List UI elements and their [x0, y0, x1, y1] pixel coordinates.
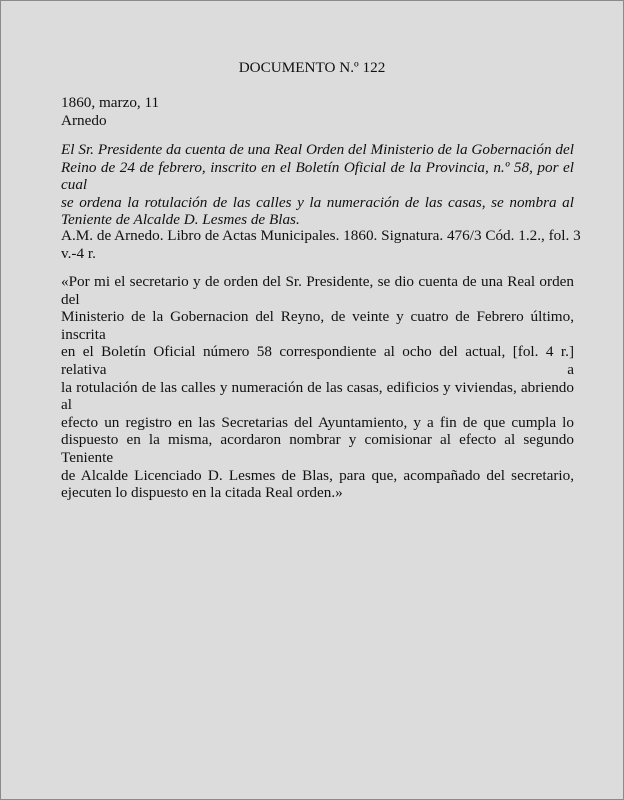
source-line: A.M. de Arnedo. Libro de Actas Municipales. 1860. Signatura. 476/3 Cód. 1.2., fol. 3 — [61, 227, 581, 244]
summary-line: Teniente de Alcalde D. Lesmes de Blas. — [61, 211, 300, 229]
summary-line: se ordena la rotulación de las calles y la numeración de las casas, se nombra al — [61, 193, 574, 211]
archival-source — [61, 227, 581, 262]
transcription-line: en el Boletín Oficial número 58 correspondiente al ocho del actual, [fol. 4 r.] relativa a — [61, 343, 574, 378]
date-place-block — [61, 94, 581, 129]
transcription-line: la rotulación de las calles y numeración de las casas, edificios y viviendas, abriendo al — [61, 378, 574, 414]
transcription-line: «Por mi el secretario y de orden del Sr. Presidente, se dio cuenta de una Real orden del — [61, 273, 574, 308]
transcription-line: ejecuten lo dispuesto en la citada Real orden.» — [61, 484, 343, 502]
source-line: v.-4 r. — [61, 244, 96, 262]
document-summary — [61, 141, 574, 229]
summary-line: El Sr. Presidente da cuenta de una Real Orden del Ministerio de la Gobernación del — [61, 141, 574, 158]
document-transcription — [61, 273, 574, 502]
transcription-line: dispuesto en la misma, acordaron nombrar y comisionar al efecto al segundo Teniente — [61, 431, 574, 466]
transcription-line: Ministerio de la Gobernacion del Reyno, de veinte y cuatro de Febrero último, inscrita — [61, 308, 574, 343]
document-place: Arnedo — [61, 111, 107, 129]
transcription-line: de Alcalde Licenciado D. Lesmes de Blas, para que, acompañado del secretario, — [61, 466, 574, 484]
document-date: 1860, marzo, 11 — [61, 94, 160, 111]
document-title: DOCUMENTO N.º 122 — [238, 59, 386, 76]
summary-line: Reino de 24 de febrero, inscrito en el Boletín Oficial de la Provincia, n.º 58, por el cual — [61, 158, 574, 194]
transcription-line: efecto un registro en las Secretarias del Ayuntamiento, y a fin de que cumpla lo — [61, 413, 574, 431]
